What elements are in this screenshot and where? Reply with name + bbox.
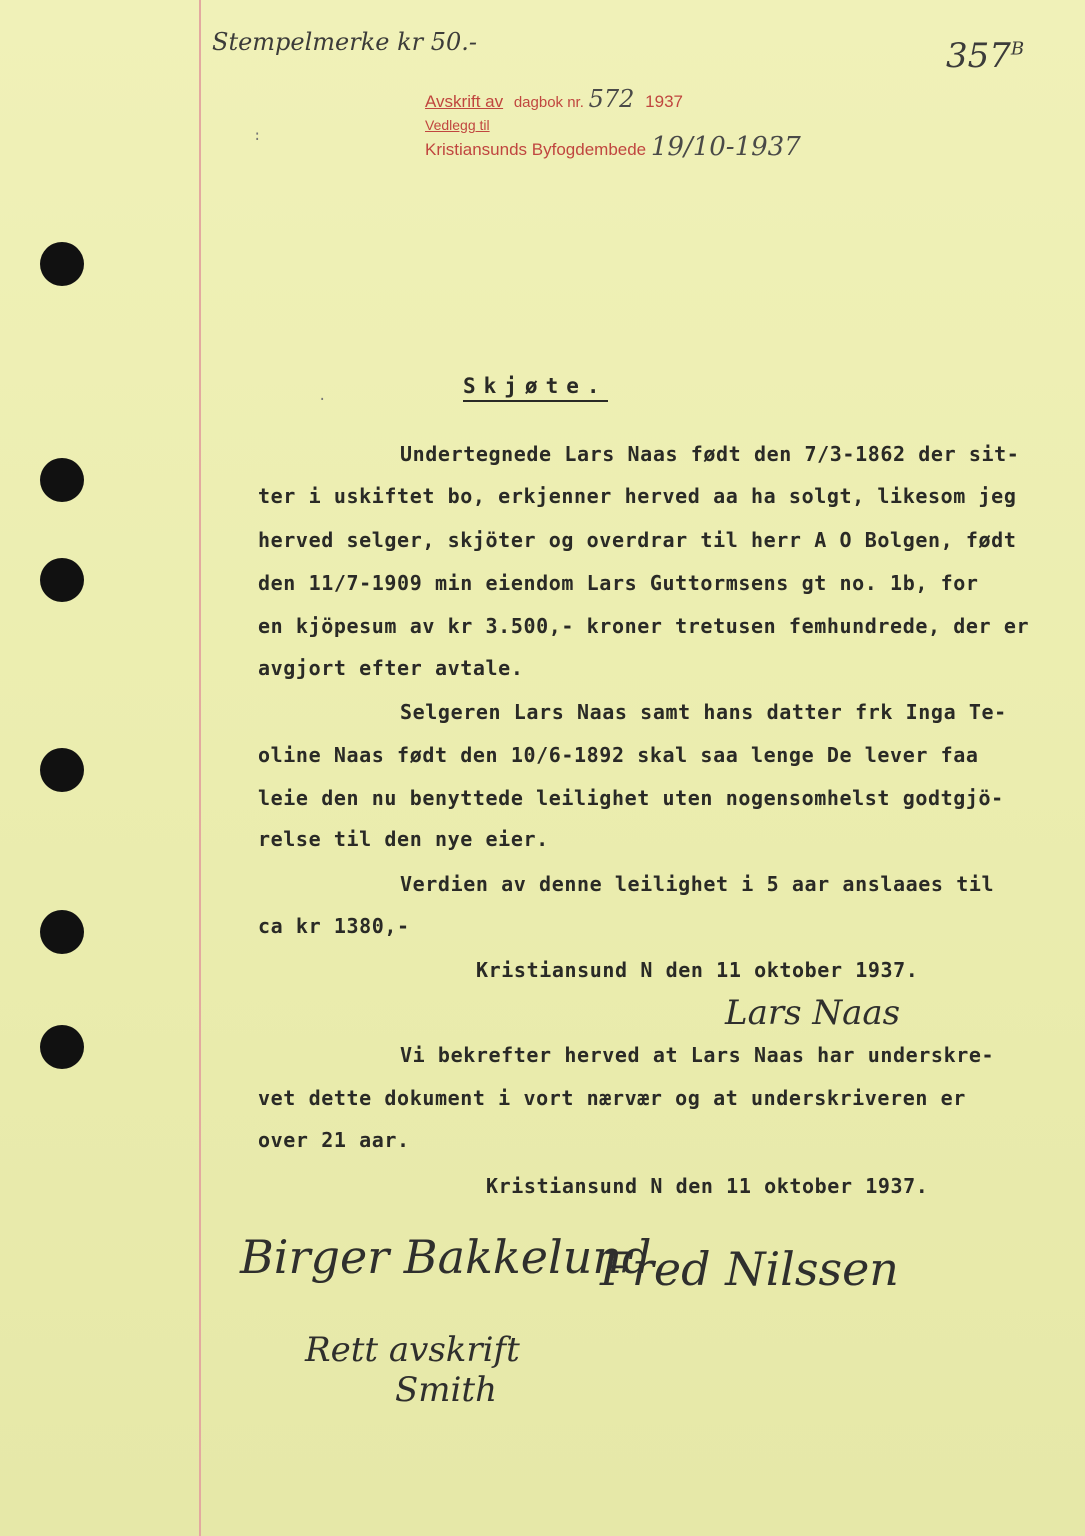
body-line: Verdien av denne leilighet i 5 aar anslaaes til	[400, 872, 995, 896]
certification-line: Rett avskrift	[305, 1330, 520, 1370]
stamp-duty-note: Stempelmerke kr 50.-	[212, 28, 478, 56]
body-line: Undertegnede Lars Naas født den 7/3-1862 der sit-	[400, 442, 1020, 466]
stamp-dagbok-year: 1937	[645, 92, 683, 111]
punch-hole	[40, 910, 84, 954]
punch-hole	[40, 558, 84, 602]
stamp-office-name: Kristiansunds Byfogdembede	[425, 140, 647, 159]
stamp-date: 19/10-1937	[650, 132, 801, 162]
margin-line	[199, 0, 201, 1536]
faint-mark: .	[318, 388, 327, 404]
place-date-line: Kristiansund N den 11 oktober 1937.	[486, 1174, 929, 1198]
body-line: herved selger, skjöter og overdrar til herr A O Bolgen, født	[258, 528, 1017, 552]
page-number-value: 357	[946, 36, 1011, 76]
witness-signature-1: Birger Bakkelund	[240, 1230, 652, 1284]
punch-hole	[40, 242, 84, 286]
page-number	[946, 36, 1024, 76]
punch-hole	[40, 748, 84, 792]
body-line: ter i uskiftet bo, erkjenner herved aa ha solgt, likesom jeg	[258, 484, 1017, 508]
stamp-vedlegg-label: Vedlegg til	[425, 117, 490, 133]
seller-signature: Lars Naas	[725, 993, 901, 1033]
body-line: Selgeren Lars Naas samt hans datter frk Inga Te-	[400, 700, 1007, 724]
body-line: avgjort efter avtale.	[258, 656, 524, 680]
body-line: ca kr 1380,-	[258, 914, 410, 938]
document-title: Skjøte.	[463, 374, 608, 402]
certifier-signature: Smith	[395, 1370, 497, 1410]
body-line: en kjöpesum av kr 3.500,- kroner tretusen femhundrede, der er	[258, 614, 1030, 638]
stamp-dagbok-label: dagbok nr.	[513, 94, 584, 111]
punch-hole	[40, 458, 84, 502]
body-line: over 21 aar.	[258, 1128, 410, 1152]
body-line: relse til den nye eier.	[258, 827, 549, 851]
place-date-line: Kristiansund N den 11 oktober 1937.	[476, 958, 919, 982]
page-number-suffix: B	[1010, 38, 1025, 60]
registry-stamp	[425, 86, 801, 163]
punch-hole	[40, 1025, 84, 1069]
body-line: oline Naas født den 10/6-1892 skal saa lenge De lever faa	[258, 743, 979, 767]
faint-mark: :	[253, 128, 262, 144]
stamp-dagbok-number: 572	[588, 85, 635, 113]
body-line: leie den nu benyttede leilighet uten nogensomhelst godtgjö-	[258, 786, 1004, 810]
stamp-avskrift-label: Avskrift av	[425, 92, 504, 111]
body-line: Vi bekrefter herved at Lars Naas har underskre-	[400, 1043, 995, 1067]
witness-signature-2: Fred Nilssen	[600, 1242, 899, 1296]
body-line: den 11/7-1909 min eiendom Lars Guttormsens gt no. 1b, for	[258, 571, 979, 595]
body-line: vet dette dokument i vort nærvær og at underskriveren er	[258, 1086, 966, 1110]
